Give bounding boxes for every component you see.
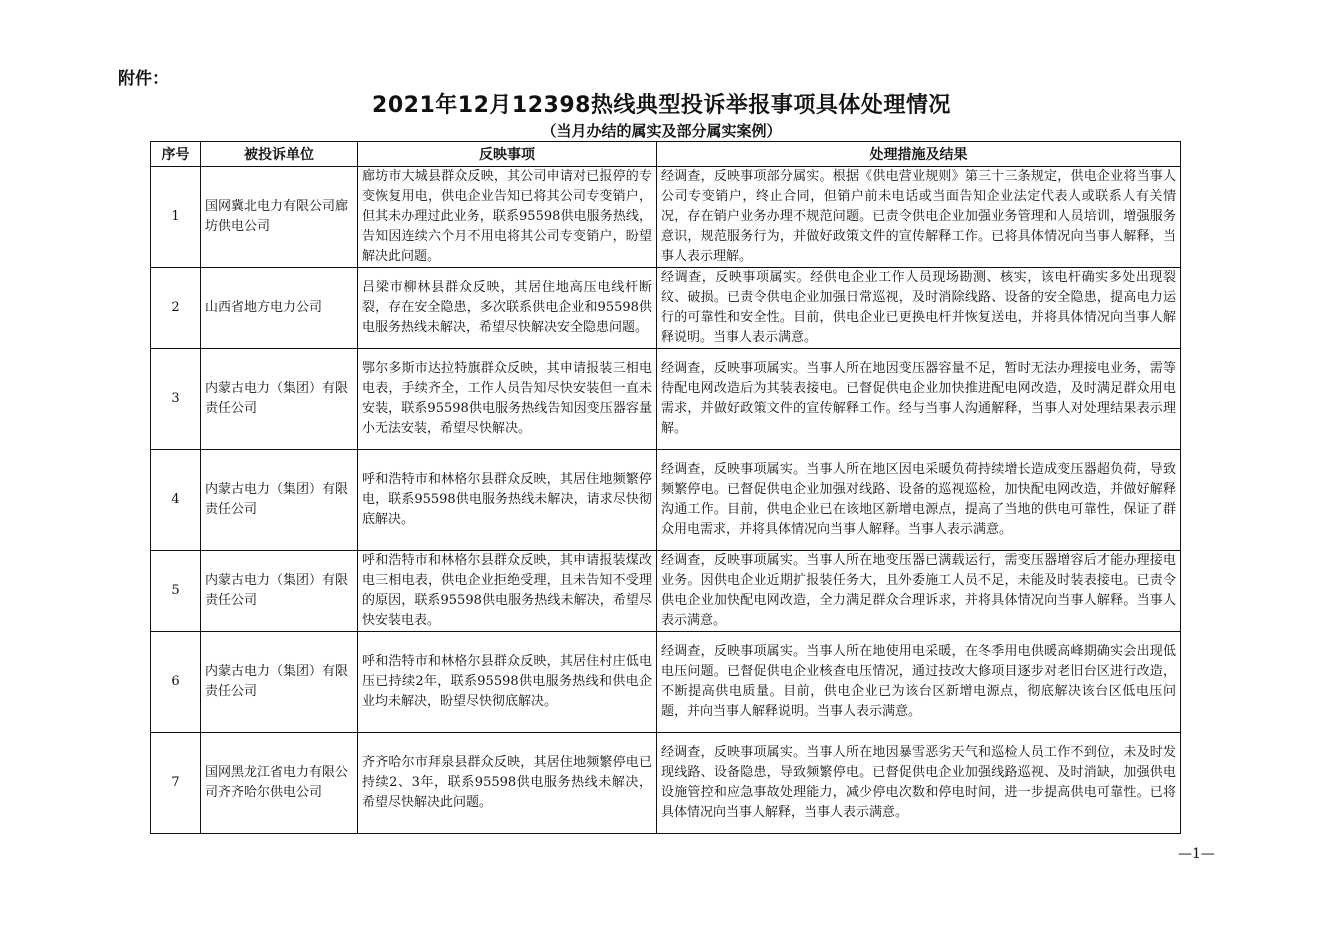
complained-unit: 内蒙古电力（集团）有限责任公司 xyxy=(201,450,358,551)
row-number: 7 xyxy=(151,733,201,834)
table-row xyxy=(151,733,1181,834)
row-number: 3 xyxy=(151,349,201,450)
complained-unit: 国网黑龙江省电力有限公司齐齐哈尔供电公司 xyxy=(201,733,358,834)
table-row xyxy=(151,268,1181,349)
handling-result: 经调查，反映事项部分属实。根据《供电营业规则》第三十三条规定，供电企业将当事人公司专变销户，终止合同，但销户前未电话或当面告知企业法定代表人或联系人有关情况，存在销户业务办理不规范问题。已责令供电企业加强业务管理和人员培训，增强服务意识，规范服务行为，并做好政策文件的宣传解释工作。已将具体情况向当事人解释，当事人表示理解。 xyxy=(657,167,1181,268)
row-number: 2 xyxy=(151,268,201,349)
handling-result: 经调查，反映事项属实。当事人所在地使用电采暖，在冬季用电供暖高峰期确实会出现低电压问题。已督促供电企业核查电压情况，通过技改大修项目逐步对老旧台区进行改造，不断提高供电质量。目前，供电企业已为该台区新增电源点，彻底解决该台区低电压问题，并向当事人解释说明。当事人表示满意。 xyxy=(657,632,1181,733)
complained-unit: 国网冀北电力有限公司廊坊供电公司 xyxy=(201,167,358,268)
row-number: 5 xyxy=(151,551,201,632)
row-number: 1 xyxy=(151,167,201,268)
handling-result: 经调查，反映事项属实。经供电企业工作人员现场勘测、核实，该电杆确实多处出现裂纹、破损。已责令供电企业加强日常巡视，及时消除线路、设备的安全隐患，提高电力运行的可靠性和安全性。目前，供电企业已更换电杆并恢复送电，并将具体情况向当事人解释说明。当事人表示满意。 xyxy=(657,268,1181,349)
table-row xyxy=(151,349,1181,450)
reported-issue: 呼和浩特市和林格尔县群众反映，其居住地频繁停电，联系95598供电服务热线未解决，请求尽快彻底解决。 xyxy=(358,450,657,551)
handling-result: 经调查，反映事项属实。当事人所在地区因电采暖负荷持续增长造成变压器超负荷，导致频繁停电。已督促供电企业加强对线路、设备的巡视巡检，加快配电网改造，并做好解释沟通工作。目前，供电企业已在该地区新增电源点，提高了当地的供电可靠性，保证了群众用电需求，并将具体情况向当事人解释。当事人表示满意。 xyxy=(657,450,1181,551)
reported-issue: 鄂尔多斯市达拉特旗群众反映，其申请报装三相电电表，手续齐全，工作人员告知尽快安装但一直未安装，联系95598供电服务热线告知因变压器容量小无法安装，希望尽快解决。 xyxy=(358,349,657,450)
document-subtitle: （当月办结的属实及部分属实案例） xyxy=(541,122,782,140)
row-number: 4 xyxy=(151,450,201,551)
page-number: —1— xyxy=(1178,846,1215,862)
reported-issue: 廊坊市大城县群众反映，其公司申请对已报停的专变恢复用电，供电企业告知已将其公司专变销户，但其未办理过此业务，联系95598供电服务热线，告知因连续六个月不用电将其公司专变销户，盼望解决此问题。 xyxy=(358,167,657,268)
header-issue: 反映事项 xyxy=(358,142,657,167)
reported-issue: 吕梁市柳林县群众反映，其居住地高压电线杆断裂，存在安全隐患，多次联系供电企业和95598供电服务热线未解决，希望尽快解决安全隐患问题。 xyxy=(358,268,657,349)
table-row xyxy=(151,632,1181,733)
header-result: 处理措施及结果 xyxy=(657,142,1181,167)
complained-unit: 内蒙古电力（集团）有限责任公司 xyxy=(201,349,358,450)
table-row xyxy=(151,450,1181,551)
complained-unit: 内蒙古电力（集团）有限责任公司 xyxy=(201,632,358,733)
complained-unit: 内蒙古电力（集团）有限责任公司 xyxy=(201,551,358,632)
header-no: 序号 xyxy=(151,142,201,167)
header-unit: 被投诉单位 xyxy=(201,142,358,167)
table-row xyxy=(151,167,1181,268)
table-header-row xyxy=(151,142,1181,167)
handling-result: 经调查，反映事项属实。当事人所在地因暴雪恶劣天气和巡检人员工作不到位，未及时发现线路、设备隐患，导致频繁停电。已督促供电企业加强线路巡视、及时消缺，加强供电设施管控和应急事故处理能力，减少停电次数和停电时间，进一步提高供电可靠性。已将具体情况向当事人解释，当事人表示满意。 xyxy=(657,733,1181,834)
row-number: 6 xyxy=(151,632,201,733)
reported-issue: 呼和浩特市和林格尔县群众反映，其居住村庄低电压已持续2年，联系95598供电服务热线和供电企业均未解决，盼望尽快彻底解决。 xyxy=(358,632,657,733)
handling-result: 经调查，反映事项属实。当事人所在地因变压器容量不足，暂时无法办理接电业务，需等待配电网改造后为其装表接电。已督促供电企业加快推进配电网改造，及时满足群众用电需求，并做好政策文件的宣传解释工作。经与当事人沟通解释，当事人对处理结果表示理解。 xyxy=(657,349,1181,450)
attachment-label: 附件： xyxy=(118,69,169,89)
reported-issue: 齐齐哈尔市拜泉县群众反映，其居住地频繁停电已持续2、3年，联系95598供电服务热线未解决，希望尽快解决此问题。 xyxy=(358,733,657,834)
table-row xyxy=(151,551,1181,632)
complained-unit: 山西省地方电力公司 xyxy=(201,268,358,349)
handling-result: 经调查，反映事项属实。当事人所在地变压器已满载运行，需变压器增容后才能办理接电业务。因供电企业近期扩报装任务大，且外委施工人员不足，未能及时装表接电。已责令供电企业加快配电网改造，全力满足群众合理诉求，并将具体情况向当事人解释。当事人表示满意。 xyxy=(657,551,1181,632)
reported-issue: 呼和浩特市和林格尔县群众反映，其申请报装煤改电三相电表，供电企业拒绝受理，且未告知不受理的原因，联系95598供电服务热线未解决，希望尽快安装电表。 xyxy=(358,551,657,632)
complaints-table xyxy=(150,141,1181,834)
document-title: 2021年12月12398热线典型投诉举报事项具体处理情况 xyxy=(372,93,951,118)
